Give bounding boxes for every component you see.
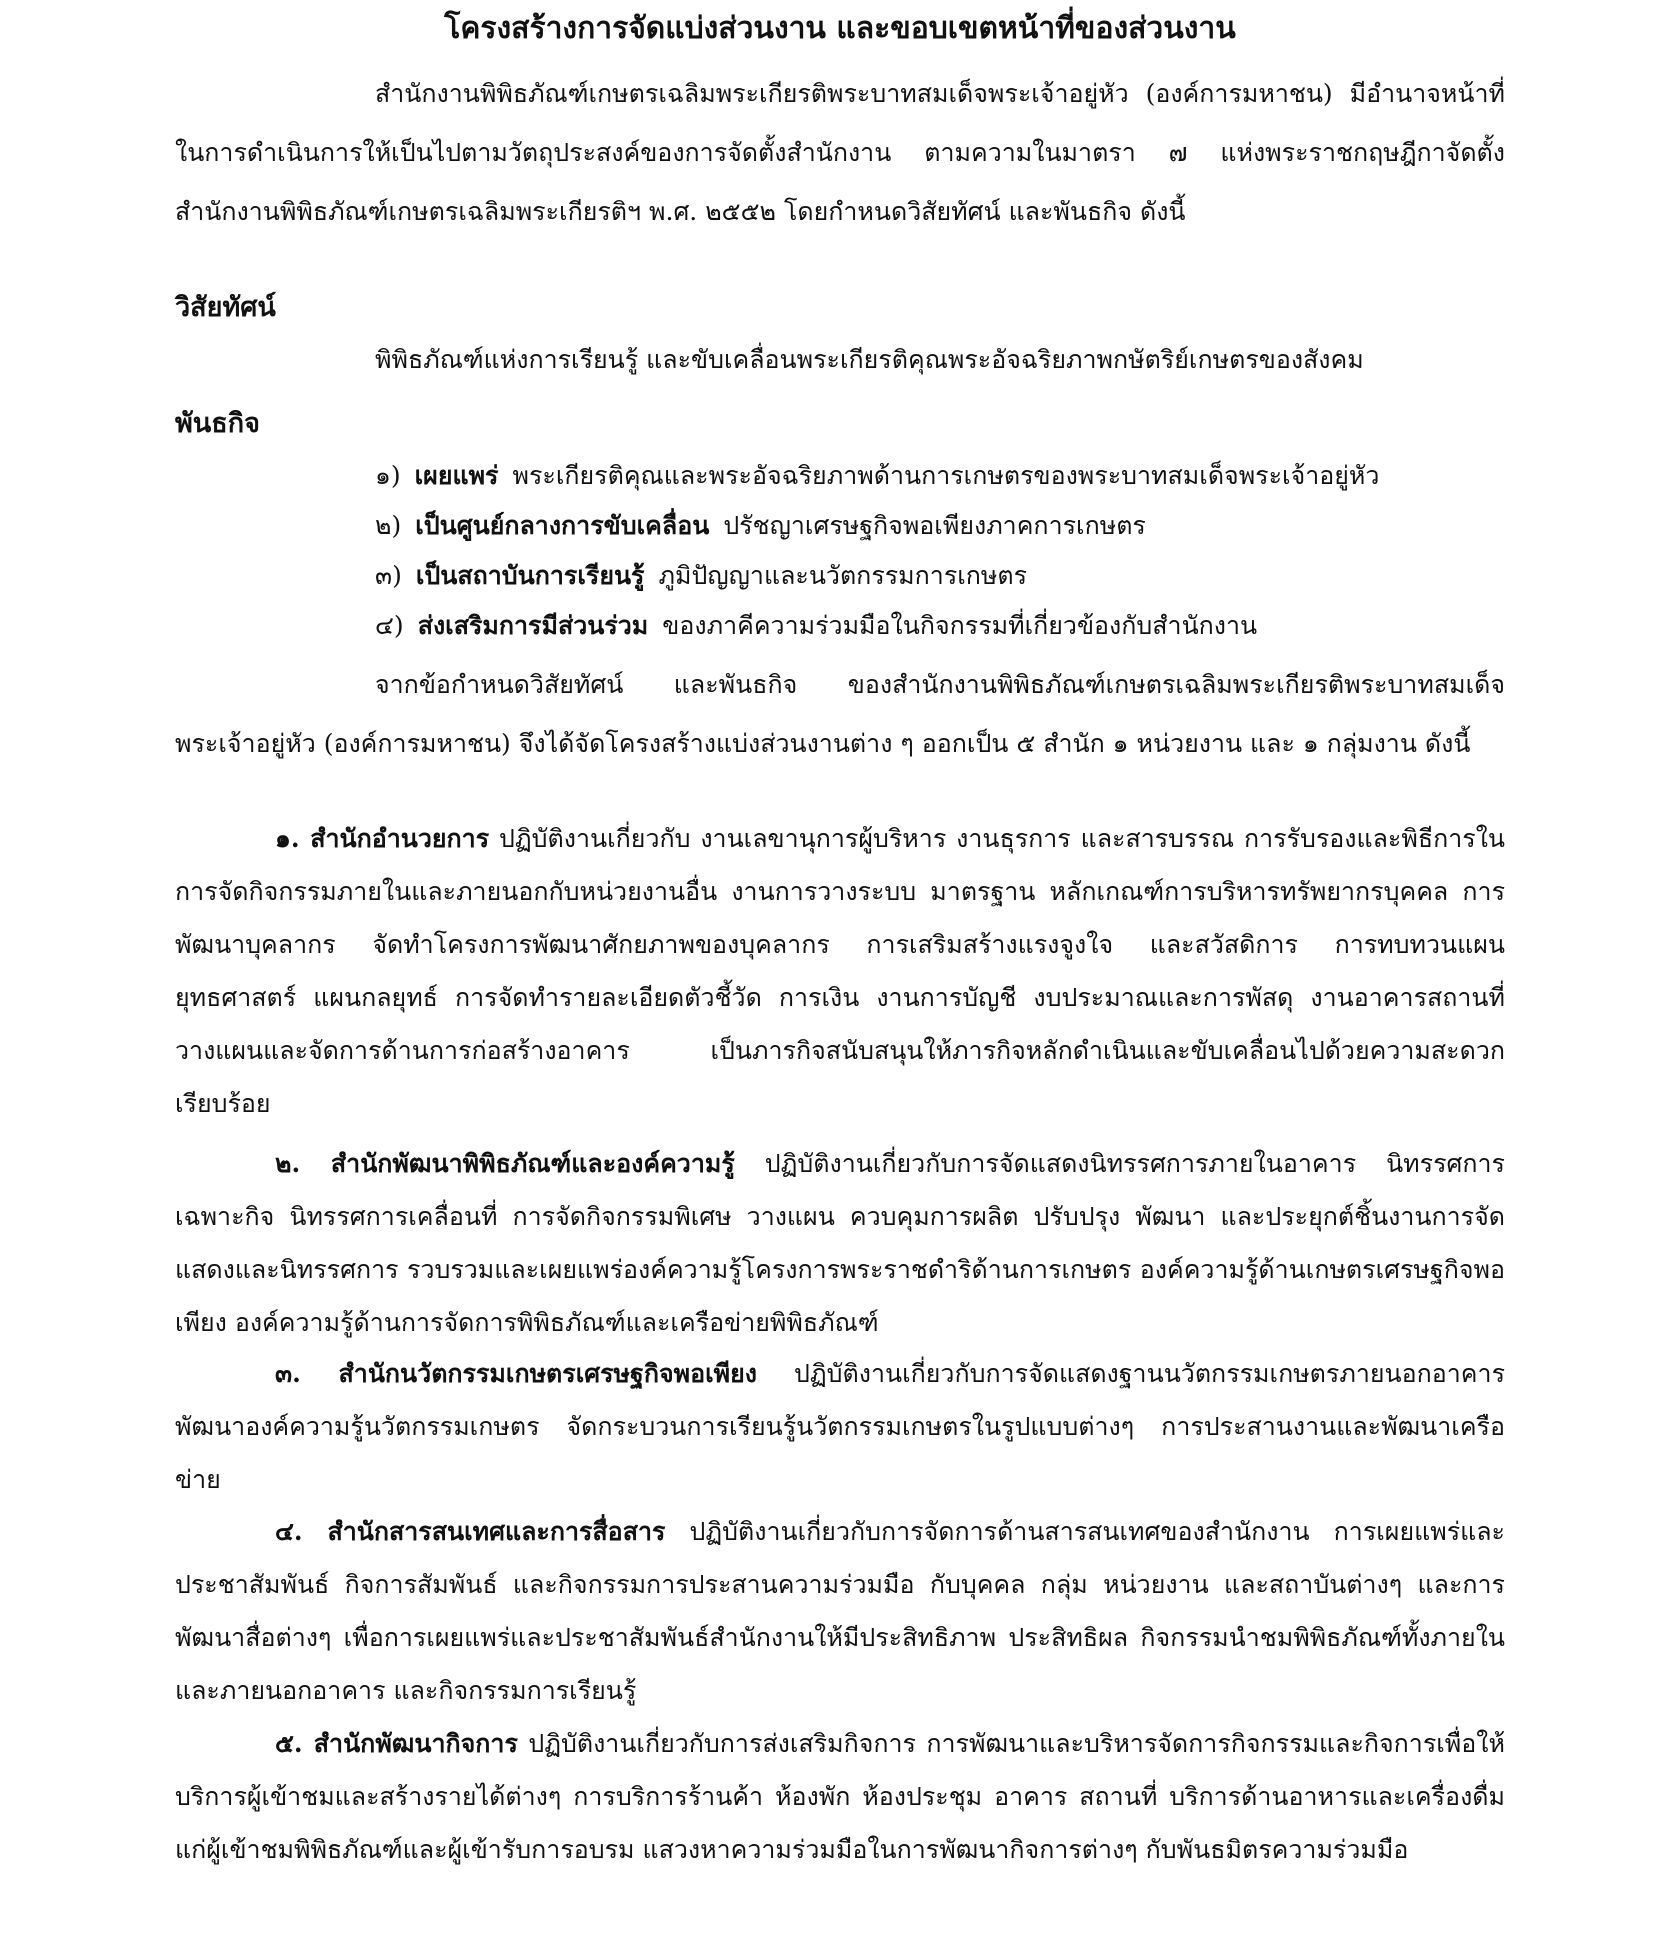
structure-intro-paragraph: จากข้อกำหนดวิสัยทัศน์ และพันธกิจ ของสำนักงานพิพิธภัณฑ์เกษตรเฉลิมพระเกียรติพระบาทสมเด็จพระเจ้าอยู่หัว (องค์การมหาชน) จึงได้จัดโครงสร้างแบ่งส่วนงานต่าง ๆ ออกเป็น ๕ สำนัก ๑ หน่วยงาน และ ๑ กลุ่มงาน ดังนี้ xyxy=(175,670,1505,758)
section-title: ๑. สำนักอำนวยการ xyxy=(275,824,490,853)
mission-lead: เผยแพร่ xyxy=(414,461,499,490)
mission-text: พระเกียรติคุณและพระอัจฉริยภาพด้านการเกษตรของพระบาทสมเด็จพระเจ้าอยู่หัว xyxy=(512,461,1380,490)
section-text: ปฏิบัติงานเกี่ยวกับการจัดแสดงฐานนวัตกรรมเกษตรภายนอกอาคาร พัฒนาองค์ความรู้นวัตกรรมเกษตร จัดกระบวนการเรียนรู้นวัตกรรมเกษตรในรูปแบบต่างๆ การประสานงานและพัฒนาเครือข่าย xyxy=(175,1359,1505,1494)
section-title: ๒. สำนักพัฒนาพิพิธภัณฑ์และองค์ความรู้ xyxy=(275,1149,735,1178)
mission-item xyxy=(375,606,1257,646)
mission-number: ๔) xyxy=(375,611,404,640)
mission-number: ๓) xyxy=(375,561,402,590)
section-info-communication xyxy=(175,1505,1505,1717)
mission-lead: เป็นสถาบันการเรียนรู้ xyxy=(415,561,645,590)
section-text: ปฏิบัติงานเกี่ยวกับการจัดแสดงนิทรรศการภายในอาคาร นิทรรศการเฉพาะกิจ นิทรรศการเคลื่อนที่ การจัดกิจกรรมพิเศษ วางแผน ควบคุมการผลิต ปรับปรุง พัฒนา และประยุกต์ชิ้นงานการจัดแสดงและนิทรรศการ รวบรวมและเผยแพร่องค์ความรู้โครงการพระราชดำริด้านการเกษตร องค์ความรู้ด้านเกษตรเศรษฐกิจพอเพียง องค์ความรู้ด้านการจัดการพิพิธภัณฑ์และเครือข่ายพิพิธภัณฑ์ xyxy=(175,1149,1505,1337)
mission-number: ๒) xyxy=(375,511,402,540)
section-agri-innovation xyxy=(175,1347,1505,1506)
section-text: ปฏิบัติงานเกี่ยวกับ งานเลขานุการผู้บริหาร งานธุรการ และสารบรรณ การรับรองและพิธีการในการจัดกิจกรรมภายในและภายนอกกับหน่วยงานอื่น งานการวางระบบ มาตรฐาน หลักเกณฑ์การบริหารทรัพยากรบุคคล การพัฒนาบุคลากร จัดทำโครงการพัฒนาศักยภาพของบุคลากร การเสริมสร้างแรงจูงใจ และสวัสดิการ การทบทวนแผนยุทธศาสตร์ แผนกลยุทธ์ การจัดทำรายละเอียดตัวชี้วัด การเงิน งานการบัญชี งบประมาณและการพัสดุ งานอาคารสถานที่ วางแผนและจัดการด้านการก่อสร้างอาคาร เป็นภารกิจสนับสนุนให้ภารกิจหลักดำเนินและขับเคลื่อนไปด้วยความสะดวกเรียบร้อย xyxy=(175,824,1506,1118)
mission-heading: พันธกิจ xyxy=(175,408,260,439)
intro-paragraph: สำนักงานพิพิธภัณฑ์เกษตรเฉลิมพระเกียรติพระบาทสมเด็จพระเจ้าอยู่หัว (องค์การมหาชน) มีอำนาจหน้าที่ในการดำเนินการให้เป็นไปตามวัตถุประสงค์ของการจัดตั้งสำนักงาน ตามความในมาตรา ๗ แห่งพระราชกฤษฎีกาจัดตั้งสำนักงานพิพิธภัณฑ์เกษตรเฉลิมพระเกียรติฯ พ.ศ. ๒๕๕๒ โดยกำหนดวิสัยทัศน์ และพันธกิจ ดังนี้ xyxy=(175,79,1505,226)
section-title: ๓. สำนักนวัตกรรมเกษตรเศรษฐกิจพอเพียง xyxy=(275,1359,757,1388)
section-title: ๕. สำนักพัฒนากิจการ xyxy=(275,1729,518,1758)
mission-lead: เป็นศูนย์กลางการขับเคลื่อน xyxy=(415,511,710,540)
section-text: ปฏิบัติงานเกี่ยวกับการจัดการด้านสารสนเทศของสำนักงาน การเผยแพร่และประชาสัมพันธ์ กิจการสัมพันธ์ และกิจกรรมการประสานความร่วมมือ กับบุคคล กลุ่ม หน่วยงาน และสถาบันต่างๆ และการพัฒนาสื่อต่างๆ เพื่อการเผยแพร่และประชาสัมพันธ์สำนักงานให้มีประสิทธิภาพ ประสิทธิผล กิจกรรมนำชมพิพิธภัณฑ์ทั้งภายในและภายนอกอาคาร และกิจกรรมการเรียนรู้ xyxy=(175,1517,1505,1705)
section-museum-knowledge xyxy=(175,1137,1505,1349)
document-page xyxy=(175,0,1505,1954)
mission-text: ปรัชญาเศรษฐกิจพอเพียงภาคการเกษตร xyxy=(723,511,1146,540)
section-office-administration xyxy=(175,812,1505,1130)
mission-lead: ส่งเสริมการมีส่วนร่วม xyxy=(417,611,649,640)
document-title: โครงสร้างการจัดแบ่งส่วนงาน และขอบเขตหน้าที่ของส่วนงาน xyxy=(444,11,1236,46)
mission-item xyxy=(375,556,1027,596)
section-title: ๔. สำนักสารสนเทศและการสื่อสาร xyxy=(275,1517,666,1546)
mission-text: ของภาคีความร่วมมือในกิจกรรมที่เกี่ยวข้องกับสำนักงาน xyxy=(662,611,1258,640)
mission-item xyxy=(375,456,1379,496)
vision-heading: วิสัยทัศน์ xyxy=(175,292,276,323)
section-business-development xyxy=(175,1717,1505,1876)
mission-item xyxy=(375,506,1146,546)
mission-number: ๑) xyxy=(375,461,401,490)
mission-text: ภูมิปัญญาและนวัตกรรมการเกษตร xyxy=(658,561,1028,590)
vision-text: พิพิธภัณฑ์แห่งการเรียนรู้ และขับเคลื่อนพระเกียรติคุณพระอัจฉริยภาพกษัตริย์เกษตรของสังคม xyxy=(375,345,1364,374)
section-text: ปฏิบัติงานเกี่ยวกับการส่งเสริมกิจการ การพัฒนาและบริหารจัดการกิจกรรมและกิจการเพื่อให้บริการผู้เข้าชมและสร้างรายได้ต่างๆ การบริการร้านค้า ห้องพัก ห้องประชุม อาคาร สถานที่ บริการด้านอาหารและเครื่องดื่มแก่ผู้เข้าชมพิพิธภัณฑ์และผู้เข้ารับการอบรม แสวงหาความร่วมมือในการพัฒนากิจการต่างๆ กับพันธมิตรความร่วมมือ xyxy=(175,1729,1505,1864)
